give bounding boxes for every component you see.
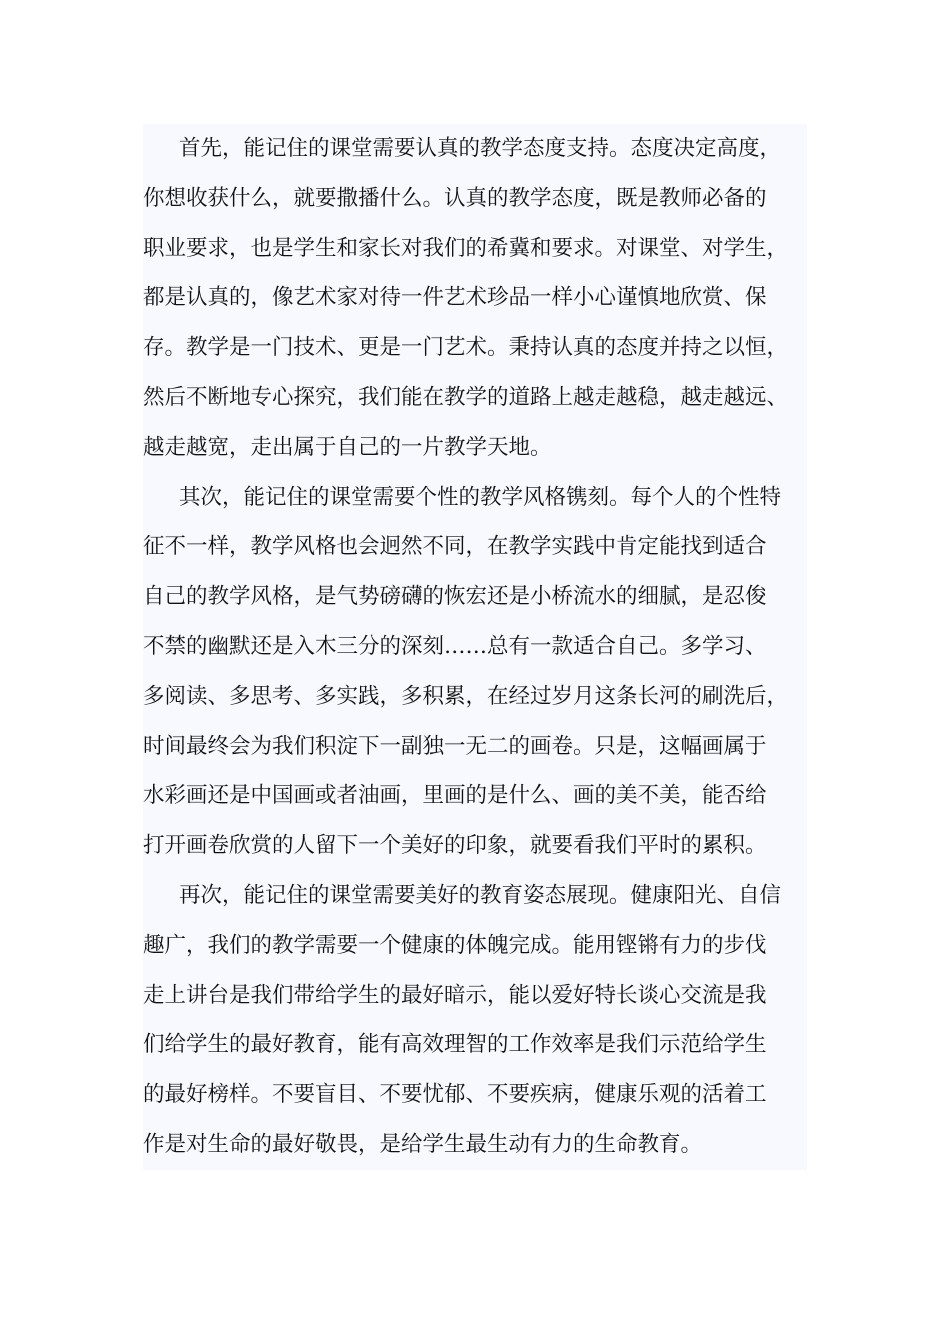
text-line: 都是认真的，像艺术家对待一件艺术珍品一样小心谨慎地欣赏、保 [143, 285, 767, 311]
text-line: 走上讲台是我们带给学生的最好暗示，能以爱好特长谈心交流是我 [143, 982, 767, 1008]
paragraph-posture [143, 871, 807, 1170]
text-line: 多阅读、多思考、多实践，多积累，在经过岁月这条长河的刷洗后， [143, 683, 789, 709]
text-line: 其次，能记住的课堂需要个性的教学风格镌刻。每个人的个性特 [179, 484, 782, 510]
text-line: 征不一样，教学风格也会迥然不同，在教学实践中肯定能找到适合 [143, 534, 767, 560]
text-line: 的最好榜样。不要盲目、不要忧郁、不要疾病，健康乐观的活着工 [143, 1082, 767, 1108]
text-line: 自己的教学风格，是气势磅礴的恢宏还是小桥流水的细腻，是忍俊 [143, 584, 767, 610]
text-line: 水彩画还是中国画或者油画，里画的是什么、画的美不美，能否给 [143, 783, 767, 809]
text-line: 作是对生命的最好敬畏，是给学生最生动有力的生命教育。 [143, 1131, 703, 1157]
paragraph-attitude [143, 124, 807, 473]
text-line: 时间最终会为我们积淀下一副独一无二的画卷。只是，这幅画属于 [143, 733, 767, 759]
text-line: 不禁的幽默还是入木三分的深刻……总有一款适合自己。多学习、 [143, 633, 767, 659]
text-line: 然后不断地专心探究，我们能在教学的道路上越走越稳，越走越远、 [143, 384, 789, 410]
text-line: 们给学生的最好教育，能有高效理智的工作效率是我们示范给学生 [143, 1032, 767, 1058]
text-line: 越走越宽，走出属于自己的一片教学天地。 [143, 434, 552, 460]
paragraph-style [143, 473, 807, 871]
text-line: 首先，能记住的课堂需要认真的教学态度支持。态度决定高度， [179, 136, 782, 161]
text-line: 再次，能记住的课堂需要美好的教育姿态展现。健康阳光、自信 [179, 882, 782, 908]
text-line: 存。教学是一门技术、更是一门艺术。秉持认真的态度并持之以恒， [143, 335, 789, 361]
text-line: 职业要求，也是学生和家长对我们的希冀和要求。对课堂、对学生， [143, 235, 789, 261]
text-line: 趣广，我们的教学需要一个健康的体魄完成。能用铿锵有力的步伐 [143, 932, 767, 958]
text-line: 你想收获什么，就要撒播什么。认真的教学态度，既是教师必备的 [143, 185, 767, 211]
document-body [143, 124, 807, 1170]
text-line: 打开画卷欣赏的人留下一个美好的印象，就要看我们平时的累积。 [143, 833, 767, 859]
